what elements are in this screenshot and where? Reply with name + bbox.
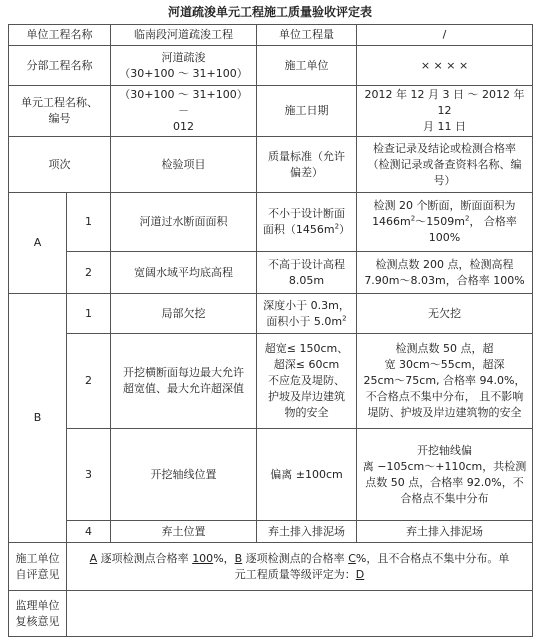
division-project-name-value	[111, 46, 257, 86]
column-item-number: 项次	[9, 137, 111, 193]
inspection-result-line3: 25cm～75cm, 合格率 94.0%，	[363, 374, 526, 387]
inspection-result-line2: $1466m^2\sim 1509m^2$， 合格率	[372, 214, 517, 228]
quality-standard-line5: 物的安全	[284, 406, 329, 419]
inspection-result: 无欠挖	[357, 294, 533, 334]
inspection-result-line4: 不合格点不集中分布， 且不影响	[365, 390, 524, 403]
inspection-result-line2: 7.90m～8.03m，合格率 100%	[364, 273, 525, 287]
self-evaluation-label	[9, 543, 67, 591]
group-label-b: B	[9, 294, 67, 543]
inspection-result-line1: 开挖轴线偏	[417, 443, 472, 457]
element-project-label-line2: 编号	[48, 112, 71, 125]
inspection-result	[357, 429, 533, 521]
quality-standard: 弃土排入排泥场	[257, 521, 357, 543]
division-project-name-label: 分部工程名称	[9, 46, 111, 86]
quality-standard	[257, 252, 357, 294]
inspection-result-line2: 离 −105cm～+110cm，共检测	[362, 459, 527, 473]
table-row-b3	[9, 429, 533, 521]
element-project-label-line1: 单元工程名称、	[21, 96, 98, 109]
self-evaluation-text: A 逐项检测点合格率 100%，B 逐项检测点的合格率 C%，且不合格点不集中分布。单 元工程质量等级评定为：D	[67, 543, 533, 591]
inspection-result-line2: 宽 30cm～55cm，超深	[384, 358, 505, 371]
inspection-item-line1: 开挖横断面每边最大允许	[123, 366, 244, 379]
form-title: 河道疏浚单元工程施工质量验收评定表	[167, 5, 372, 19]
construction-unit-value: × × × ×	[357, 46, 533, 86]
quality-standard-line2: 8.05m	[288, 273, 325, 287]
column-quality-standard	[257, 137, 357, 193]
table-row-b4	[9, 521, 533, 543]
quality-standard-line1: 深度小于 0.3m，	[263, 298, 350, 312]
inspection-result-line1: 检测 20 个断面，断面面积为	[373, 199, 516, 212]
quality-standard-line2: 超深≤ 60cm	[273, 358, 340, 371]
construction-date-line2: 月 11 日	[423, 120, 466, 133]
quality-standard-line1: 超宽≤ 150cm、	[264, 342, 349, 355]
element-project-value-line2: 012	[173, 120, 194, 133]
inspection-result	[357, 252, 533, 294]
column-inspection-item: 检验项目	[111, 137, 257, 193]
quality-standard-line1: 不小于设计断面	[268, 207, 345, 220]
evaluation-table	[8, 24, 533, 637]
inspection-result-line4: 合格点不集中分布	[400, 491, 489, 505]
quality-standard-line2: 面积$(1456m^2)$	[262, 222, 351, 236]
supervision-review-label-line2: 复核意见	[15, 614, 60, 628]
row-number: 3	[67, 429, 111, 521]
unit-project-name-label: 单位工程名称	[9, 25, 111, 46]
element-project-value-line1: （30+100 ～ 31+100）－	[119, 88, 248, 117]
table-row-b2	[9, 334, 533, 429]
inspection-result-line1: 检测点数 50 点，超	[395, 342, 494, 355]
row-number: 2	[67, 252, 111, 294]
quality-standard	[257, 294, 357, 334]
quality-standard-line3: 不应危及堤防、	[268, 374, 345, 387]
supervision-review-label-line1: 监理单位	[15, 598, 60, 612]
quality-standard-line2: 面积小于 $5.0m^2$	[266, 313, 347, 328]
construction-date-value	[357, 86, 533, 137]
self-evaluation-label-line1: 施工单位	[15, 551, 60, 565]
row-number: 4	[67, 521, 111, 543]
self-evaluation-row	[9, 543, 533, 591]
inspection-result: 弃土排入排泥场	[357, 521, 533, 543]
header-row-division-project	[9, 46, 533, 86]
inspection-item: 弃土位置	[111, 521, 257, 543]
unit-project-quantity-value: /	[357, 25, 533, 46]
element-project-value	[111, 86, 257, 137]
inspection-item: 开挖轴线位置	[111, 429, 257, 521]
inspection-result-line3: 点数 50 点，合格率 92.0%，不	[365, 475, 524, 489]
header-row-unit-project	[9, 25, 533, 46]
inspection-item: 宽阔水域平均底高程	[111, 252, 257, 294]
column-header-row	[9, 137, 533, 193]
row-number: 1	[67, 193, 111, 252]
supervision-review-row	[9, 591, 533, 637]
quality-standard: 偏离 ±100cm	[257, 429, 357, 521]
row-number: 2	[67, 334, 111, 429]
unit-project-quantity-label: 单位工程量	[257, 25, 357, 46]
construction-date-line1: 2012 年 12 月 3 日 ～ 2012 年 12	[364, 88, 525, 117]
supervision-review-label	[9, 591, 67, 637]
division-project-name-line2: （30+100 ～ 31+100）	[119, 66, 248, 80]
row-number: 1	[67, 294, 111, 334]
inspection-item	[111, 334, 257, 429]
quality-standard-line1: 不高于设计高程	[268, 257, 345, 271]
element-project-label	[9, 86, 111, 137]
column-result-line3: 号）	[433, 173, 456, 187]
column-quality-standard-line2: 偏差）	[290, 165, 323, 179]
column-quality-standard-line1: 质量标准（允许	[268, 149, 345, 163]
inspection-item: 河道过水断面面积	[111, 193, 257, 252]
construction-date-label: 施工日期	[257, 86, 357, 137]
group-label-a: A	[9, 193, 67, 294]
quality-standard	[257, 334, 357, 429]
column-result-line2: （检测记录或备查资料名称、编	[367, 157, 522, 171]
inspection-result	[357, 334, 533, 429]
table-row-a2	[9, 252, 533, 294]
inspection-item: 局部欠挖	[111, 294, 257, 334]
inspection-result	[357, 193, 533, 252]
quality-standard	[257, 193, 357, 252]
construction-unit-label: 施工单位	[257, 46, 357, 86]
inspection-item-line2: 超宽值、最大允许超深值	[123, 382, 244, 395]
division-project-name-line1: 河道疏浚	[161, 50, 206, 64]
table-row-b1	[9, 294, 533, 334]
unit-project-name-value: 临南段河道疏浚工程	[111, 25, 257, 46]
self-evaluation-label-line2: 自评意见	[15, 567, 60, 581]
table-row-a1	[9, 193, 533, 252]
quality-standard-line4: 护坡及岸边建筑	[268, 390, 345, 403]
inspection-result-line3: 100%	[428, 231, 461, 244]
column-result-line1: 检查记录及结论或检测合格率	[373, 141, 516, 155]
header-row-element-project	[9, 86, 533, 137]
quality-grade: D	[355, 567, 365, 581]
inspection-result-line1: 检测点数 200 点，检测高程	[375, 257, 514, 271]
supervision-review-content	[67, 591, 533, 637]
inspection-result-line5: 堤防、护坡及岸边建筑物的安全	[367, 406, 522, 419]
column-result	[357, 137, 533, 193]
